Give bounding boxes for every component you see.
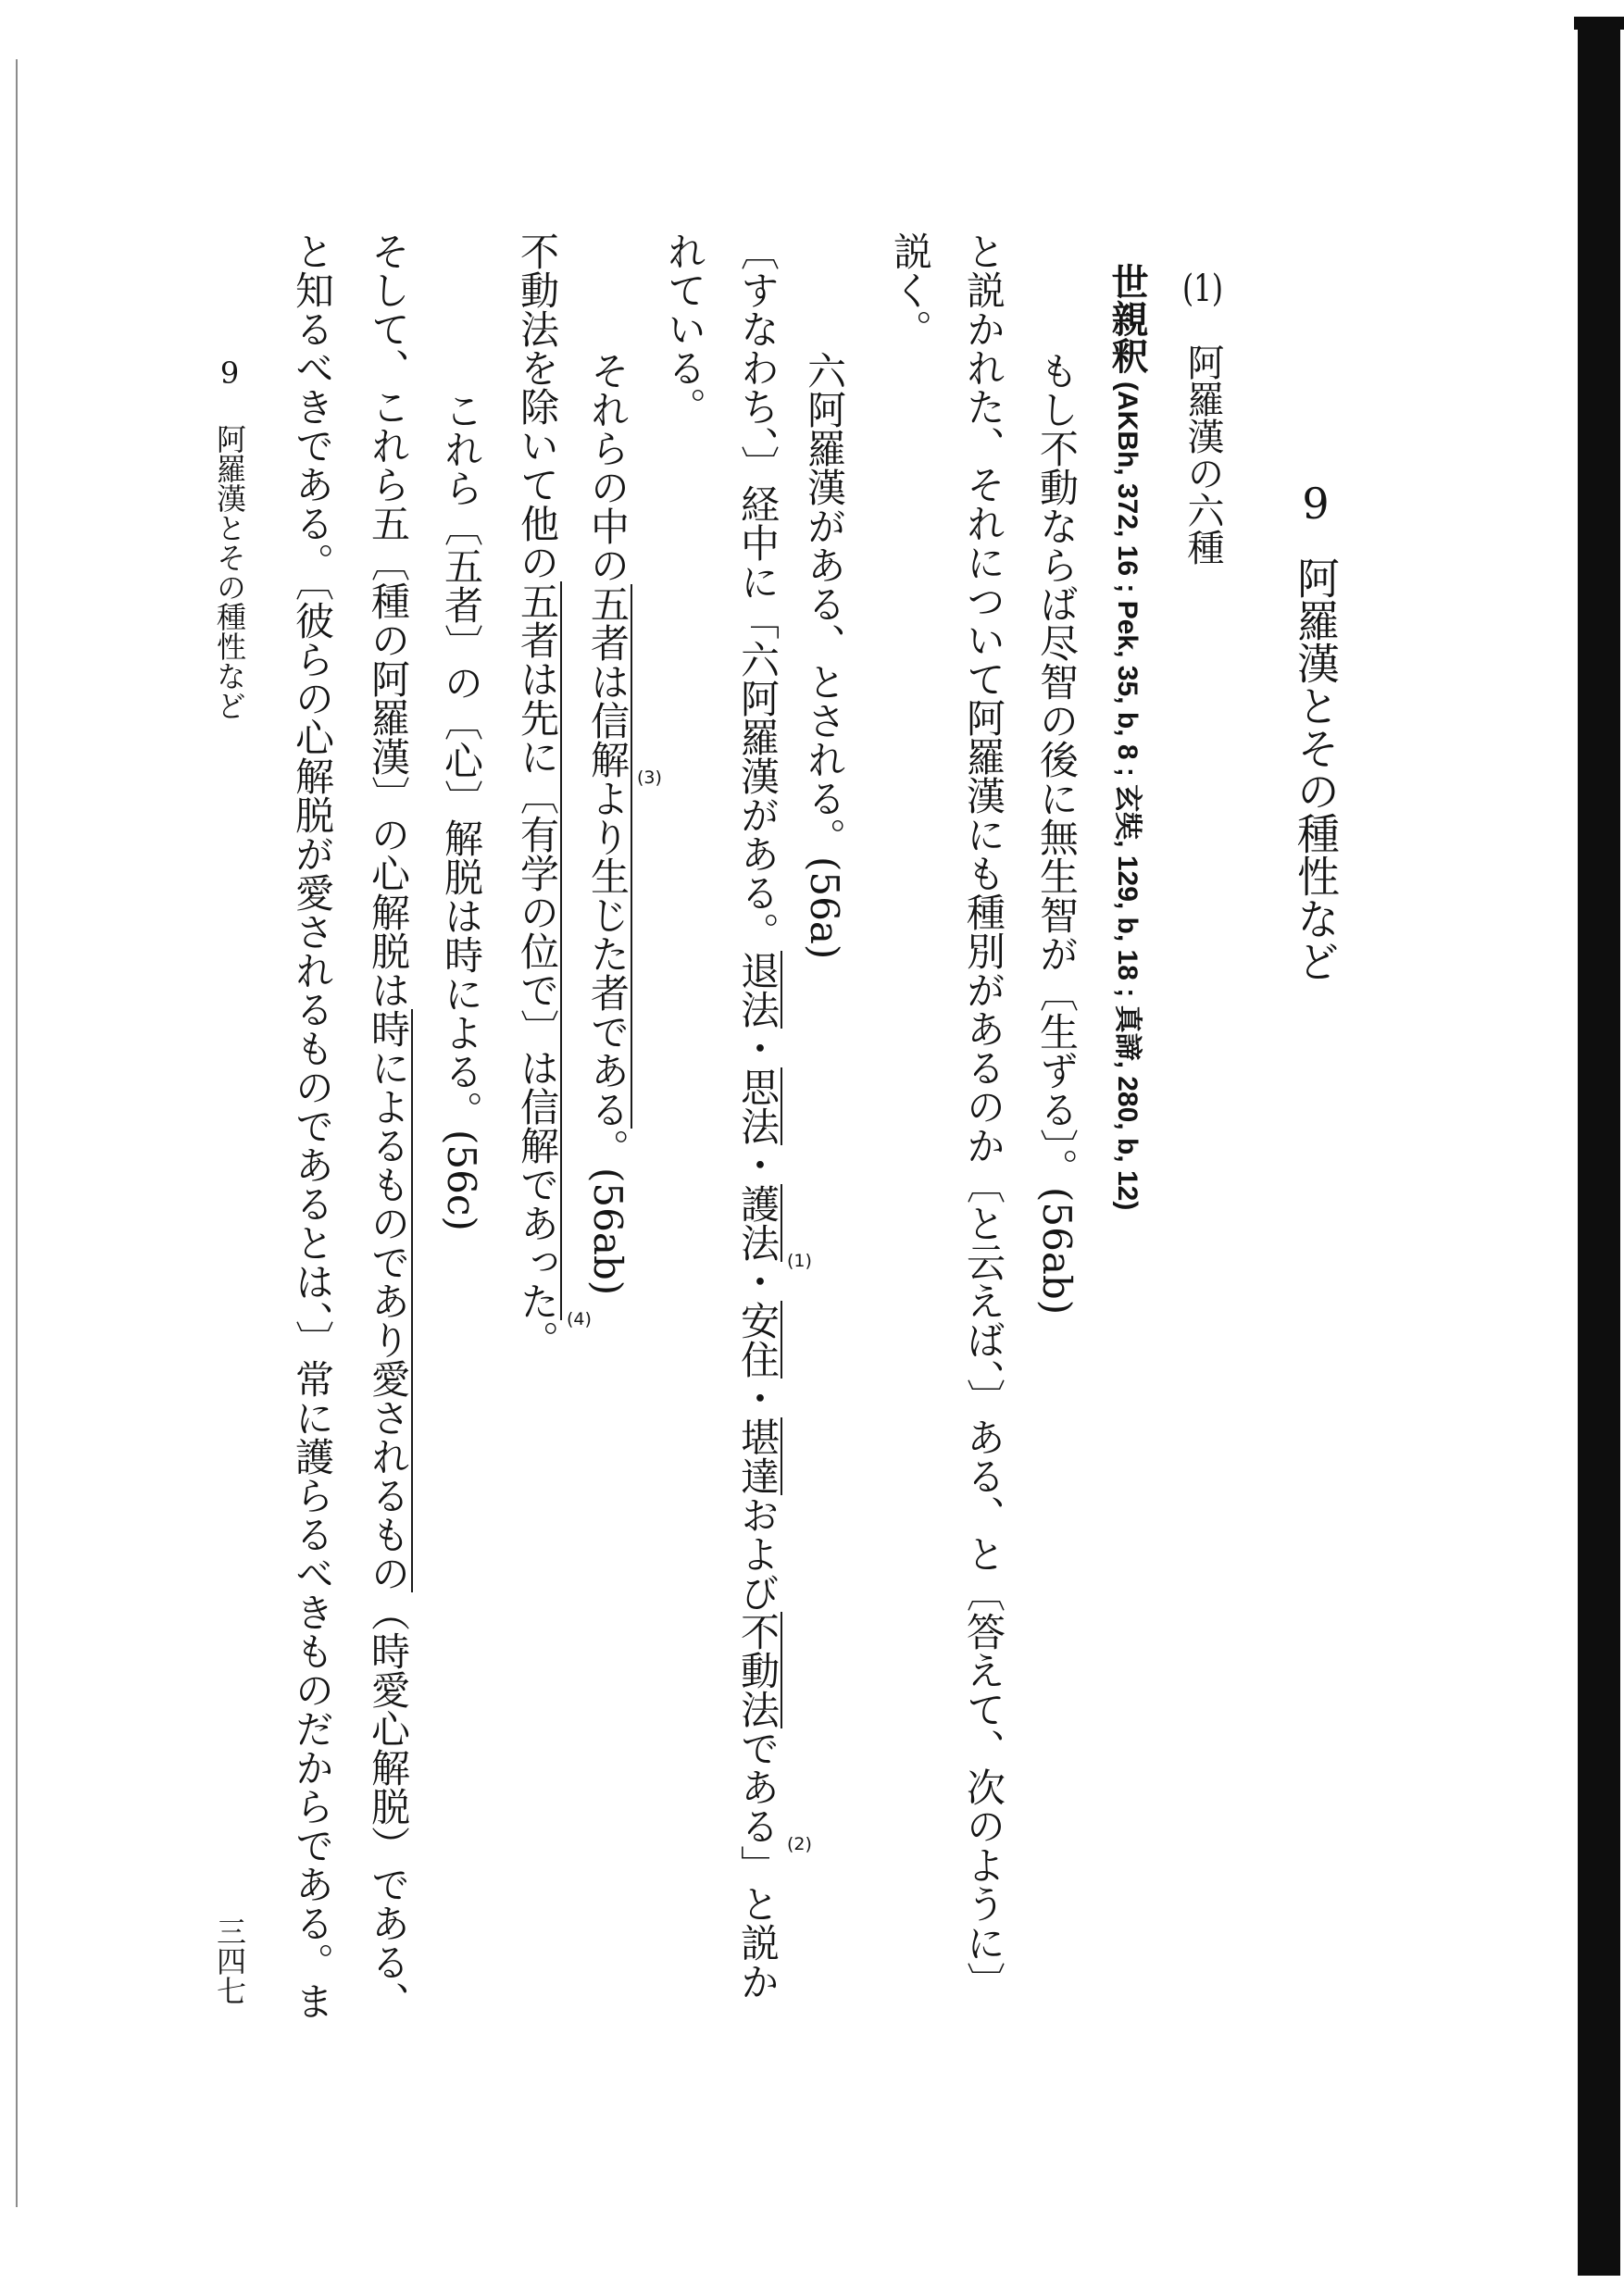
page-number: 三四七 (212, 1916, 247, 2005)
text-line (583, 351, 662, 1296)
footnote-marker-text: (4) (567, 1309, 592, 1329)
sidelined-phrase: 時によるものであり愛されるもの (366, 1009, 411, 1592)
running-head-title: 阿羅漢とその種性など (212, 424, 247, 720)
text-line (886, 231, 934, 348)
text-line (733, 231, 812, 2001)
text-segment: れている。 (662, 231, 707, 426)
text-segment: である (735, 1728, 781, 1845)
section-heading (1179, 270, 1227, 566)
text-line (437, 391, 485, 1231)
text-segment: （時愛心解脱）である、 (366, 1592, 411, 2020)
text-line (800, 351, 848, 959)
section-number: (1) (1182, 270, 1223, 307)
text-segment: 」と説か (735, 1845, 781, 2001)
binding-edge-shadow-cap (1574, 17, 1624, 30)
text-segment: もし不動ならば尽智の後に無生智が〔生ずる〕。(56ab) (1034, 351, 1080, 1316)
text-segment: 。(56ab) (585, 1129, 631, 1296)
text-segment: 六阿羅漢がある、とされる。(56a) (802, 351, 847, 960)
sidelined-term: 退法 (735, 951, 781, 1029)
text-segment: と知るべきである。〔彼らの心解脱が愛されるものであるとは、〕常に護らるべきものだからである。ま (290, 231, 335, 2020)
chapter-title: 阿羅漢とその種性など (1291, 556, 1341, 982)
chapter-heading (1290, 482, 1342, 982)
text-line (660, 231, 708, 426)
sidelined-term: 堪達 (735, 1417, 781, 1495)
text-segment: 。 (515, 1320, 560, 1359)
text-segment: ・ (735, 1029, 781, 1067)
sidelined-term: 思法 (735, 1067, 781, 1145)
text-segment: ・ (735, 1379, 781, 1417)
text-line (364, 231, 412, 2020)
footnote-marker-text: (2) (787, 1834, 812, 1854)
commentary-reference: (AKBh, 372, 16 ; Pek, 35, b, 8 ; 玄奘, 129, b, 18 ; 真諦, 280, b, 12) (1112, 381, 1143, 1211)
sidelined-phrase: 五者は信解 (585, 584, 631, 779)
footnote-marker-text: (3) (637, 767, 662, 788)
text-line (513, 231, 592, 1359)
sidelined-term: 護法 (735, 1184, 781, 1262)
text-line (959, 231, 1007, 2001)
text-segment: 不動法を除いて他の (515, 231, 560, 581)
commentary-label: 世親釈 (1106, 263, 1149, 374)
chapter-number: 9 (1302, 482, 1330, 525)
scan-edge-line (16, 59, 18, 2207)
sidelined-term: 安住 (735, 1301, 781, 1379)
text-segment: 〔すなわち、〕経中に「六阿羅漢がある。 (735, 231, 781, 951)
running-head (211, 358, 248, 720)
text-segment: および (735, 1495, 781, 1612)
text-segment: それらの中の (585, 351, 631, 584)
text-segment: ・ (735, 1262, 781, 1301)
binding-edge-shadow (1578, 17, 1620, 2276)
text-line (288, 231, 336, 2020)
text-segment: ・ (735, 1145, 781, 1184)
footnote-marker-text: (1) (787, 1251, 812, 1271)
running-head-number: 9 (219, 358, 240, 388)
section-title: 阿羅漢の六種 (1181, 343, 1224, 566)
commentary-heading (1103, 263, 1151, 1210)
text-segment: これら〔五者〕の〔心〕解脱は時による。(56c) (439, 391, 484, 1231)
sidelined-phrase: 五者は先に〔有学の位で〕は信解であった (515, 581, 560, 1320)
text-segment: と説かれた、それについて阿羅漢にも種別があるのか〔と云えば、〕ある、と〔答えて、次のように〕 (961, 231, 1006, 2001)
text-segment: そして、これら五〔種の阿羅漢〕の心解脱は (366, 231, 411, 1009)
sidelined-phrase: より生じた者である (585, 779, 631, 1129)
text-line (1032, 351, 1081, 1315)
text-segment: 説く。 (888, 231, 933, 348)
sidelined-term: 不動法 (735, 1612, 781, 1728)
